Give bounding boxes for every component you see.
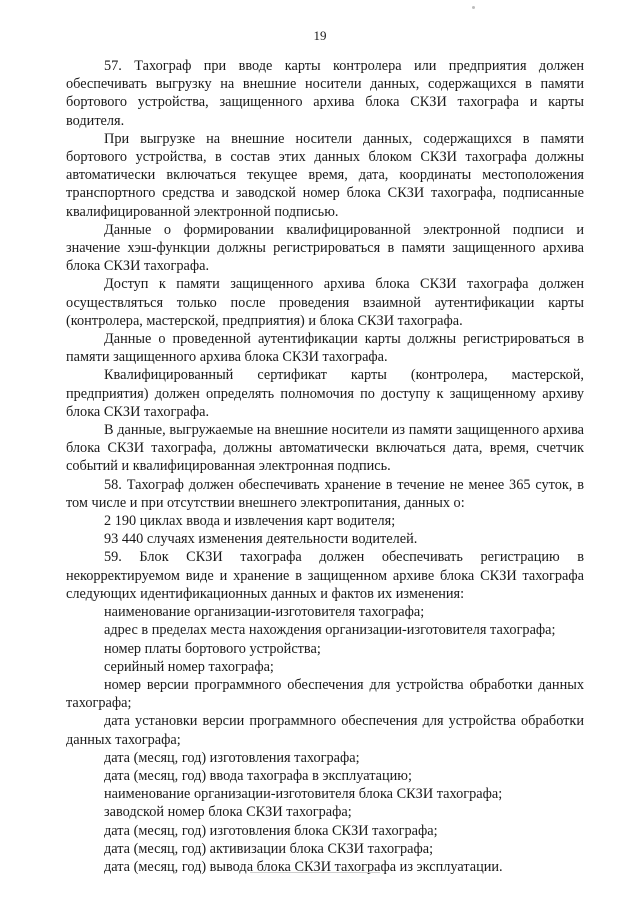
paragraph-certificate: Квалифицированный сертификат карты (контролера, мастерской, предприятия) должен определять полномочия по доступу к защищенному архиву блока СКЗИ тахографа. <box>66 367 584 420</box>
document-body <box>66 57 584 876</box>
list-item: номер платы бортового устройства; <box>104 640 321 657</box>
page-number: 19 <box>313 28 327 43</box>
paragraph-59: 59. Блок СКЗИ тахографа должен обеспечивать регистрацию в некорректируемом виде и хранение в защищенном архиве блока СКЗИ тахографа следующих идентификационных данных и фактов их изменения: <box>66 549 584 602</box>
list-item: серийный номер тахографа; <box>104 658 274 675</box>
list-item: 2 190 циклах ввода и извлечения карт водителя; <box>104 513 396 530</box>
list-item: номер версии программного обеспечения для устройства обработки данных тахографа; <box>66 676 584 712</box>
paragraph-signature-logging: Данные о формировании квалифицированной электронной подписи и значение хэш-функции должны регистрироваться в памяти защищенного архива блока СКЗИ тахографа. <box>66 221 584 275</box>
list-item: дата (месяц, год) изготовления тахографа; <box>104 749 360 766</box>
paragraph-archive-access: Доступ к памяти защищенного архива блока СКЗИ тахографа должен осуществляться только после проведения взаимной аутентификации карты (контролера, мастерской, предприятия) и блока СКЗИ тахографа. <box>66 276 584 329</box>
bottom-divider <box>250 872 380 873</box>
list-item: наименование организации-изготовителя блока СКЗИ тахографа; <box>104 786 503 803</box>
list-item: дата (месяц, год) активизации блока СКЗИ тахографа; <box>104 840 434 857</box>
list-item: дата (месяц, год) ввода тахографа в эксплуатацию; <box>104 767 412 784</box>
paragraph-58: 58. Тахограф должен обеспечивать хранение в течение не менее 365 суток, в том числе и при отсутствии внешнего электропитания, данных о: <box>66 476 584 511</box>
list-item: дата установки версии программного обеспечения для устройства обработки данных тахографа; <box>66 713 584 748</box>
paragraph-export-data: В данные, выгружаемые на внешние носители из памяти защищенного архива блока СКЗИ тахографа, должны автоматически включаться дата, время, счетчик событий и квалифицированная электронная подпись. <box>66 422 584 475</box>
list-item: дата (месяц, год) вывода блока СКЗИ тахографа из эксплуатации. <box>104 858 503 875</box>
list-item: наименование организации-изготовителя тахографа; <box>104 604 425 621</box>
list-item: адрес в пределах места нахождения организации-изготовителя тахографа; <box>104 622 556 639</box>
paragraph-export-contents: При выгрузке на внешние носители данных, содержащихся в памяти бортового устройства, в состав этих данных блоком СКЗИ тахографа должны автоматически включаться текущее время, дата, координаты местоположения транспортного средства и заводской номер блока СКЗИ тахографа, подписанные квалифицированной электронной подписью. <box>66 130 584 220</box>
list-item: 93 440 случаях изменения деятельности водителей. <box>104 531 418 548</box>
scan-speck <box>472 6 475 9</box>
paragraph-auth-logging: Данные о проведенной аутентификации карты должны регистрироваться в памяти защищенного архива блока СКЗИ тахографа. <box>66 331 584 366</box>
list-item: дата (месяц, год) изготовления блока СКЗИ тахографа; <box>104 822 438 839</box>
paragraph-57: 57. Тахограф при вводе карты контролера или предприятия должен обеспечивать выгрузку на внешние носители данных, содержащихся в памяти бортового устройства, защищенного архива блока СКЗИ тахографа и карты водителя. <box>66 58 584 129</box>
list-item: заводской номер блока СКЗИ тахографа; <box>104 804 352 821</box>
